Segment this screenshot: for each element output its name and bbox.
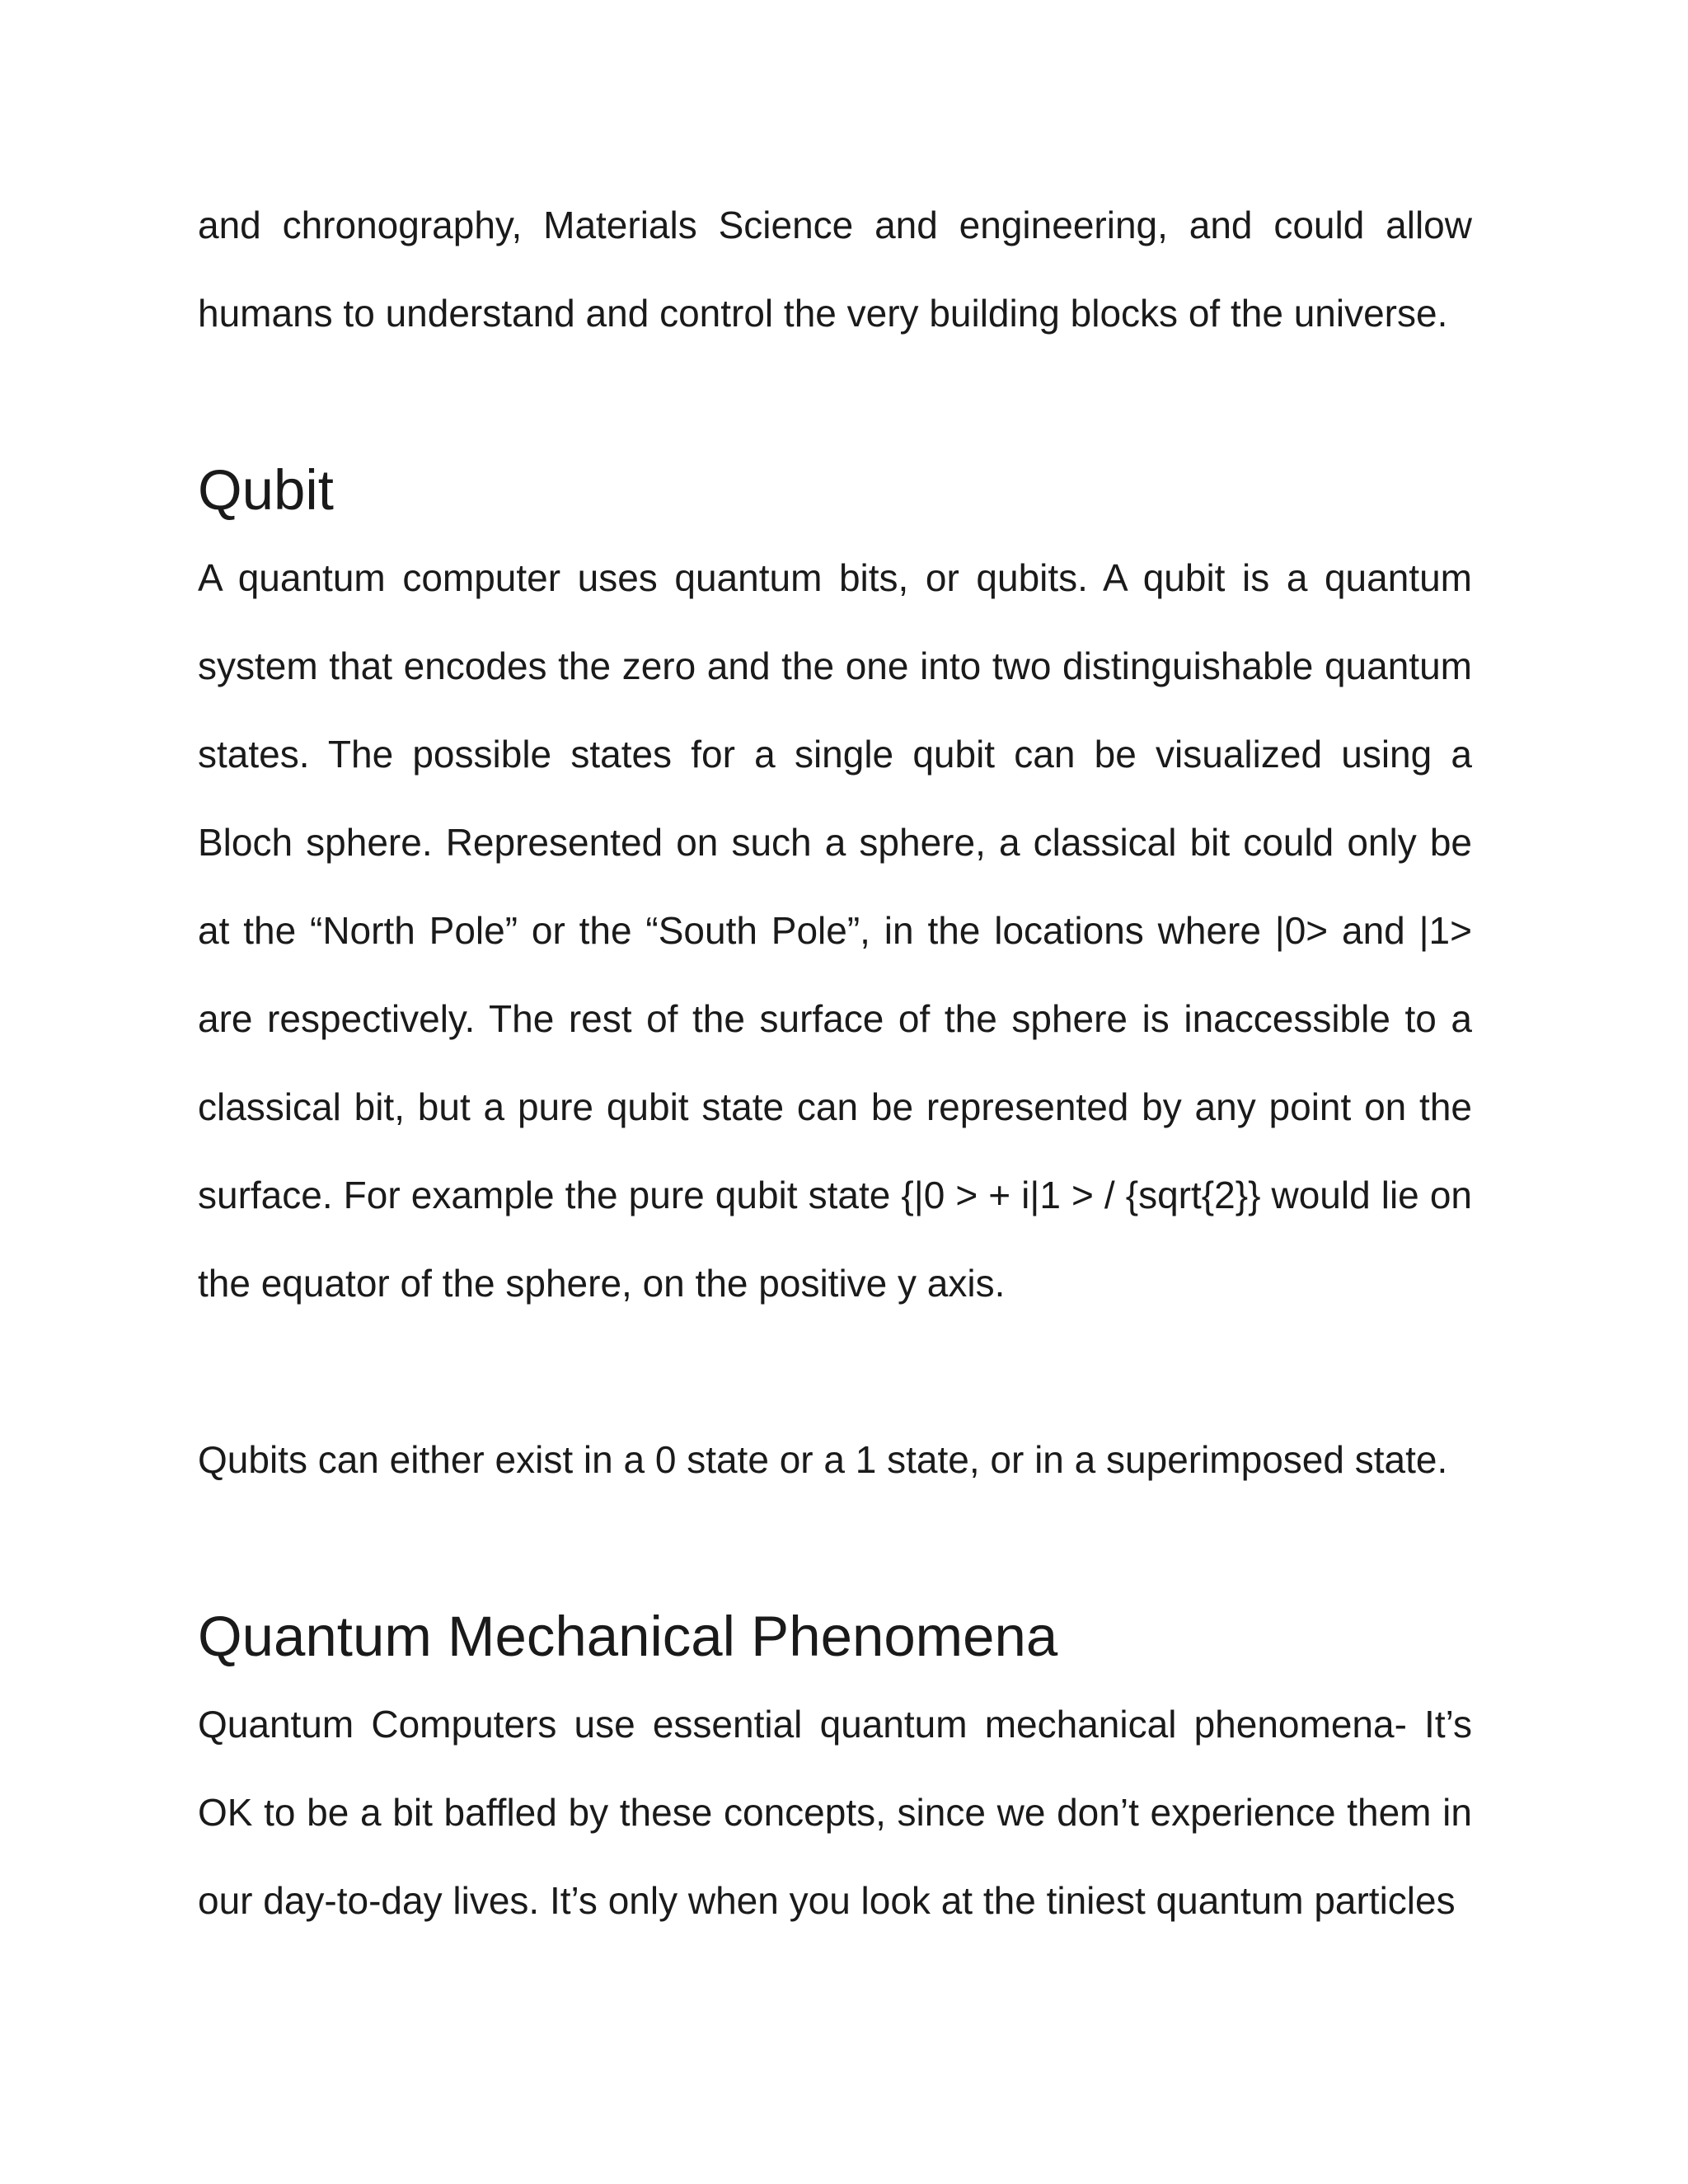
spacer [198,358,1472,446]
spacer [198,1328,1472,1416]
qubit-note-paragraph: Qubits can either exist in a 0 state or a 1 state, or in a superimposed state. [198,1438,1448,1481]
document-page [198,181,1472,1945]
qubit-paragraph: A quantum computer uses quantum bits, or qubits. A qubit is a quantum system that encodes the zero and the one into two distinguishable quantum states. The possible states for a single qubit can be visualized using a Bloch sphere. Represented on such a sphere, a classical bit could only be at the “North Pole” or the “South Pole”, in the locations where |0> and |1> are respectively. The rest of the surface of the sphere is inaccessible to a classical bit, but a pure qubit state can be represented by any point on the surface. For example the pure qubit state {|0 > + i|1 > / {sqrt{2}} would lie on the equator of the sphere, on the positive y axis. [198,556,1472,1305]
intro-paragraph: and chronography, Materials Science and engineering, and could allow humans to understand and control the very building blocks of the universe. [198,204,1472,335]
section-heading-qubit: Qubit [198,458,334,522]
phenomena-paragraph: Quantum Computers use essential quantum mechanical phenomena- It’s OK to be a bit baffled by these concepts, since we don’t experience them in our day-to-day lives. It’s only when you look at the tiniest quantum particles [198,1703,1472,1922]
spacer [198,1504,1472,1592]
section-heading-phenomena: Quantum Mechanical Phenomena [198,1605,1058,1668]
